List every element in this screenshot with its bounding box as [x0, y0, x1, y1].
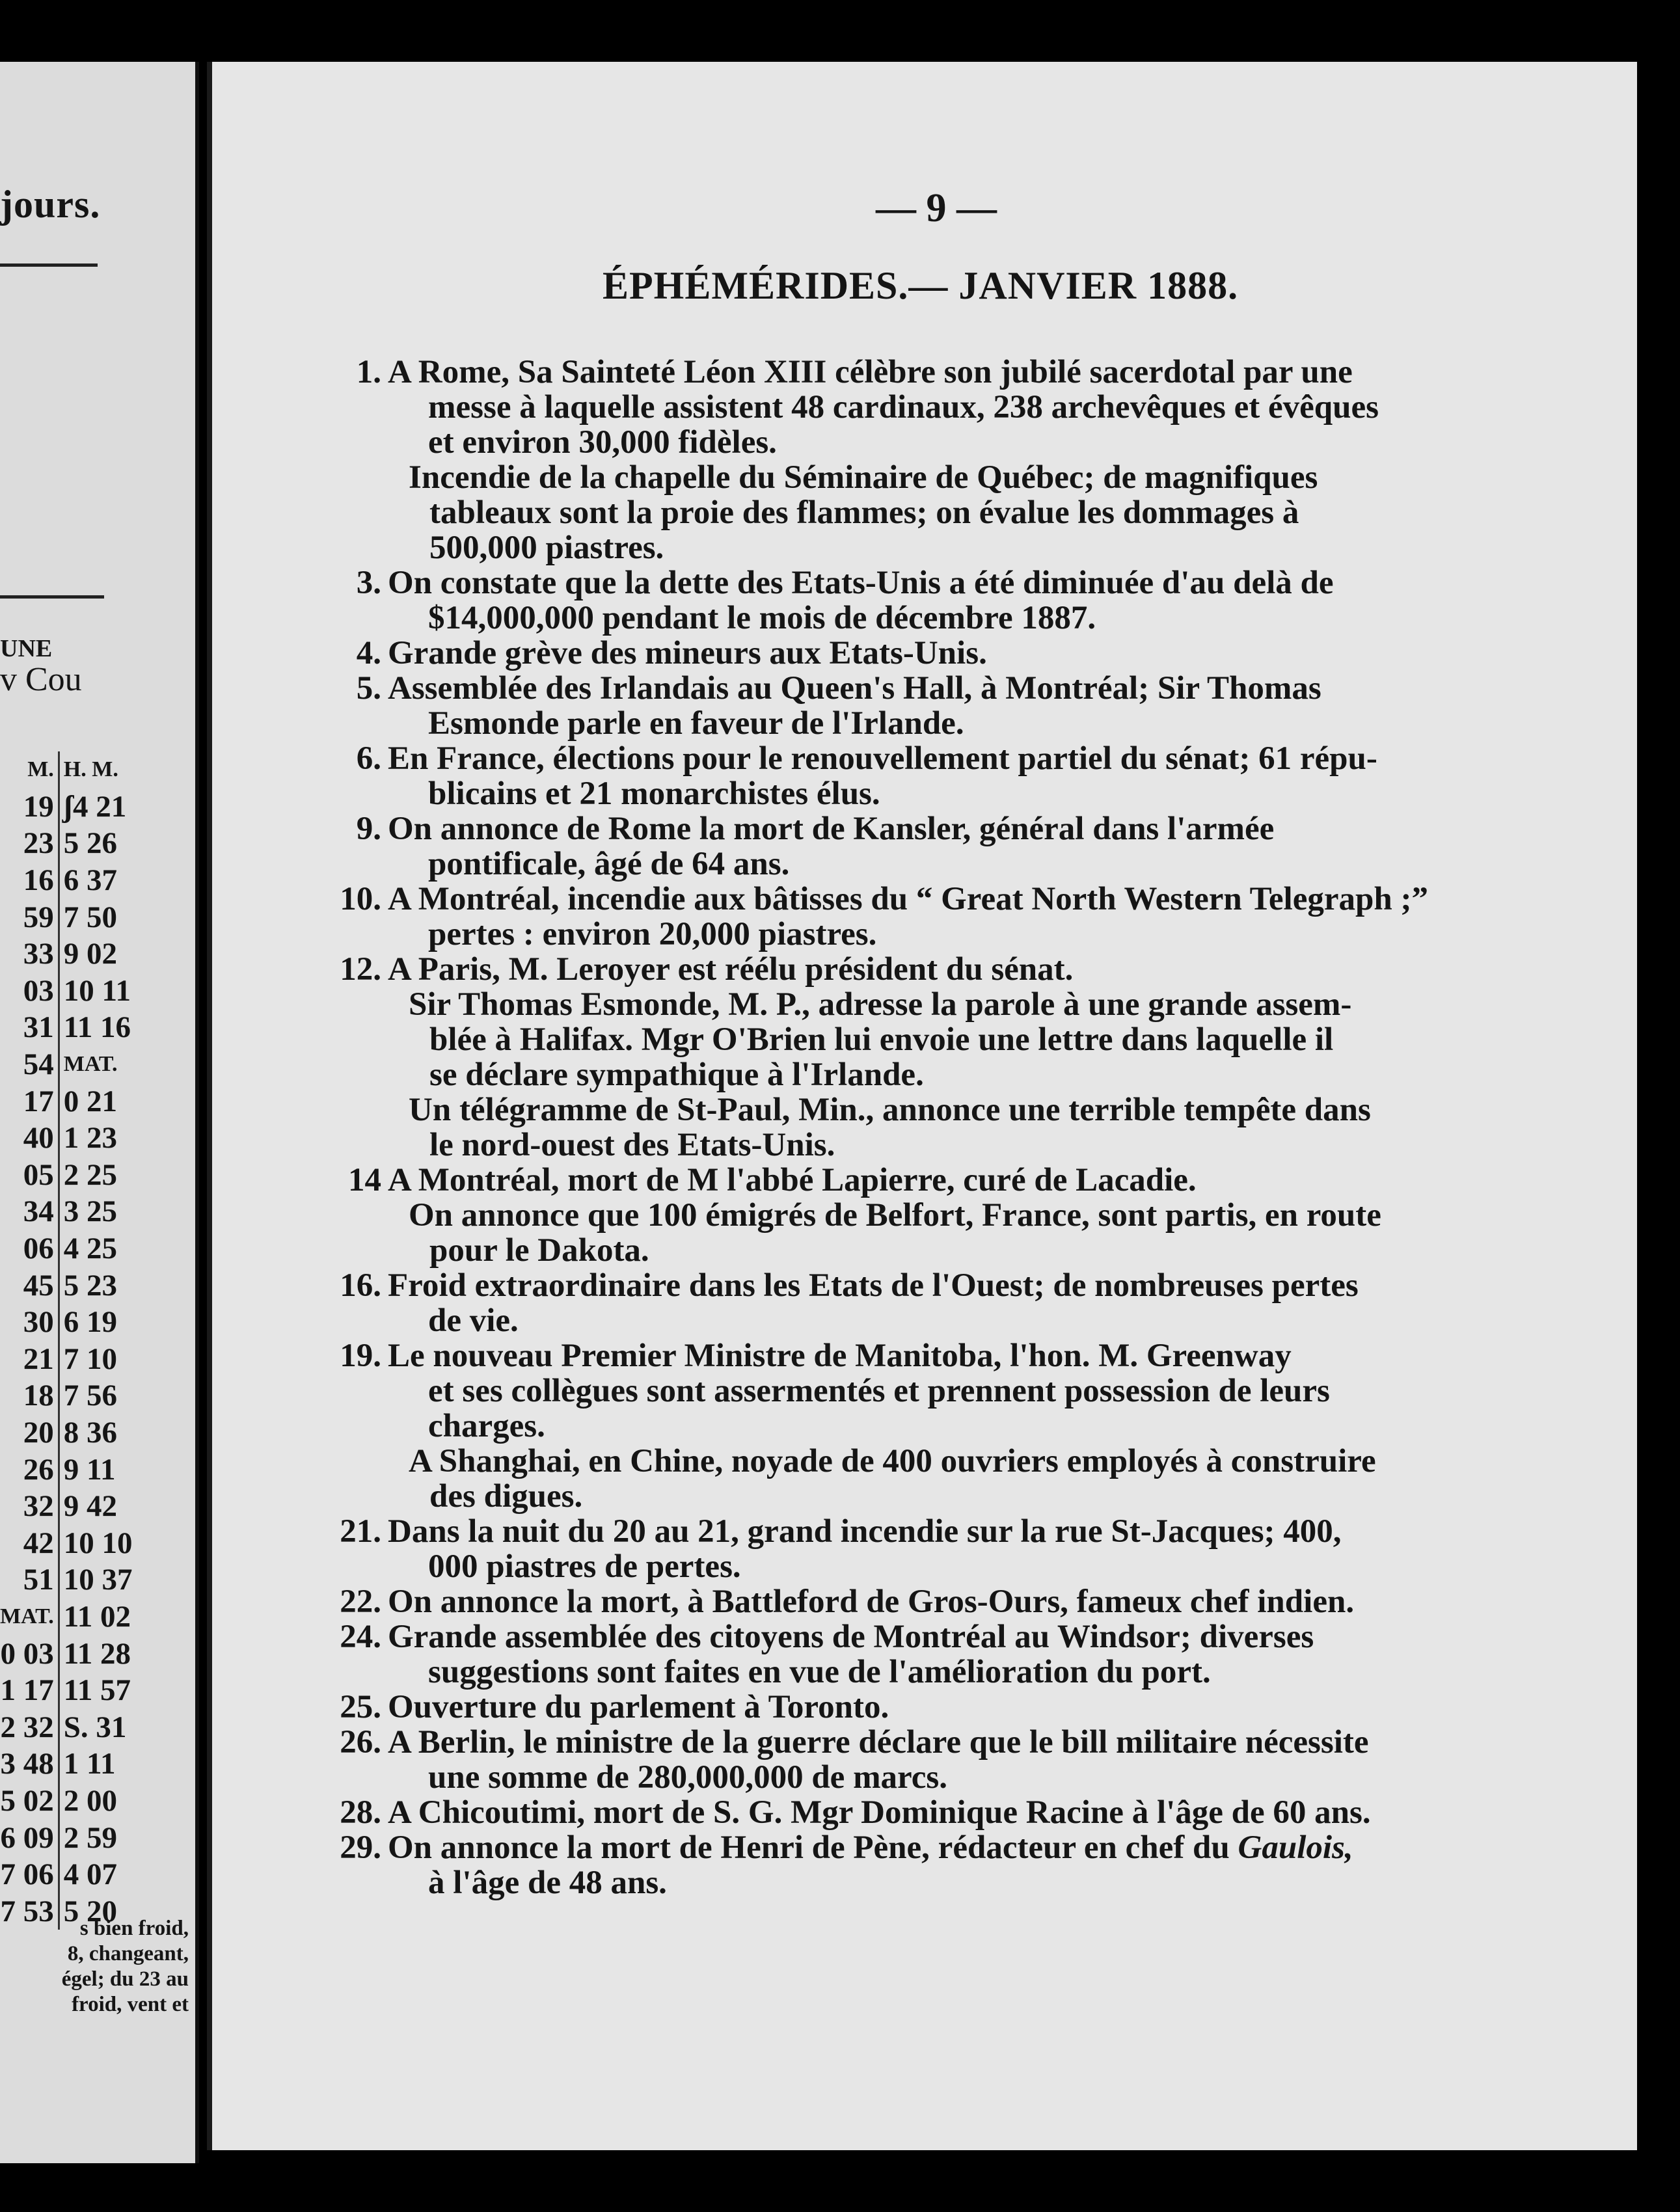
entry-line: Esmonde parle en faveur de l'Irlande. [428, 705, 964, 742]
entry-day-number: 22. [340, 1584, 381, 1620]
ephemeris-entry [290, 1092, 1539, 1163]
table-cell: 1 23 [63, 1121, 118, 1155]
table-row [0, 1414, 137, 1451]
ephemeris-entry [290, 1725, 1539, 1795]
entry-day-number: 10. [340, 881, 381, 917]
entry-line: messe à laquelle assistent 48 cardinaux, 238 archevêques et évêques [428, 389, 1379, 425]
table-cell: 7 06 [0, 1856, 59, 1893]
entry-day-number: 9. [356, 811, 381, 847]
table-row [0, 1598, 137, 1636]
table-row [0, 1524, 137, 1561]
entry-text [388, 1690, 1539, 1725]
table-cell: 6 09 [0, 1819, 59, 1856]
entry-line: et ses collègues sont assermentés et prennent possession de leurs [428, 1373, 1330, 1409]
divider [0, 263, 98, 267]
moon-column-subheading: v Cou [0, 661, 82, 698]
ephemeris-entry [290, 1338, 1539, 1444]
entry-line: Le nouveau Premier Ministre de Manitoba, l'hon. M. Greenway [388, 1338, 1292, 1374]
table-row [0, 898, 137, 936]
table-cell: 4 25 [63, 1232, 118, 1266]
table-row [0, 1708, 137, 1746]
entry-text [388, 811, 1539, 882]
table-cell: 03 [0, 973, 59, 1010]
entry-line: 500,000 piastres. [429, 530, 664, 566]
entry-line: $14,000,000 pendant le mois de décembre 1887. [428, 600, 1096, 636]
table-row [0, 1341, 137, 1378]
entry-text [388, 882, 1539, 952]
ephemeris-entry [290, 1690, 1539, 1725]
entry-text [388, 1514, 1539, 1584]
ephemeris-entry [290, 952, 1539, 987]
entry-line: On annonce de Rome la mort de Kansler, général dans l'armée [388, 811, 1275, 847]
table-row [0, 789, 137, 826]
entry-line: A Shanghai, en Chine, noyade de 400 ouvriers employés à construire [409, 1443, 1376, 1479]
table-cell: 33 [0, 936, 59, 973]
table-cell: MAT. [63, 1052, 118, 1077]
entry-day-number: 14 [348, 1162, 381, 1198]
moon-column-heading: UNE [0, 635, 53, 662]
entry-text [388, 1198, 1539, 1268]
entry-line: Un télégramme de St-Paul, Min., annonce une terrible tempête dans [409, 1092, 1371, 1128]
entry-day-number: 29. [340, 1829, 381, 1866]
entry-day-number: 24. [340, 1619, 381, 1655]
entry-line: blée à Halifax. Mgr O'Brien lui envoie une lettre dans laquelle il [429, 1021, 1334, 1058]
table-cell: 23 [0, 825, 59, 862]
entry-line: une somme de 280,000,000 de marcs. [428, 1759, 947, 1796]
table-cell: 5 26 [63, 826, 118, 861]
table-cell: 7 50 [63, 900, 118, 934]
entry-line: Grande grève des mineurs aux Etats-Unis. [388, 635, 987, 671]
table-cell: 26 [0, 1451, 59, 1488]
entry-text [388, 952, 1539, 987]
table-cell: 2 00 [63, 1783, 118, 1818]
entry-line: et environ 30,000 fidèles. [428, 424, 777, 461]
table-cell: 6 19 [63, 1305, 118, 1340]
entry-text [388, 1268, 1539, 1338]
entry-line: le nord-ouest des Etats-Unis. [429, 1127, 835, 1163]
table-cell: 3 48 [0, 1746, 59, 1783]
entry-text [388, 1444, 1539, 1514]
entry-day-number: 5. [356, 670, 381, 707]
table-row [0, 1488, 137, 1525]
table-cell: 18 [0, 1377, 59, 1414]
ephemeris-entry [290, 1163, 1539, 1198]
table-cell: 21 [0, 1341, 59, 1378]
entry-day-number: 25. [340, 1689, 381, 1725]
entry-day-number: 16. [340, 1267, 381, 1304]
table-row [0, 1451, 137, 1488]
table-row [0, 1783, 137, 1820]
table-header-row [0, 751, 137, 789]
entry-line: Grande assemblée des citoyens de Montréal au Windsor; diverses [388, 1619, 1314, 1655]
entry-line: A Montréal, mort de M l'abbé Lapierre, curé de Lacadie. [388, 1162, 1197, 1198]
entry-text [388, 1830, 1539, 1900]
table-row [0, 1046, 137, 1083]
table-cell: 06 [0, 1230, 59, 1267]
entry-line: On constate que la dette des Etats-Unis a été diminuée d'au delà de [388, 565, 1334, 601]
table-cell: S. 31 [63, 1710, 127, 1744]
ephemeris-entry [290, 1795, 1539, 1830]
table-cell: 3 25 [63, 1194, 118, 1229]
entry-line: En France, élections pour le renouvellement partiel du sénat; 61 répu- [388, 740, 1377, 777]
table-cell: 5 02 [0, 1783, 59, 1820]
entry-line: A Montréal, incendie aux bâtisses du “ Great North Western Telegraph ;” [388, 881, 1428, 917]
table-cell: 5 23 [63, 1268, 118, 1302]
entry-line: pertes : environ 20,000 piastres. [428, 916, 877, 952]
table-header-cell: M. [0, 751, 59, 789]
table-cell: 11 02 [63, 1599, 131, 1634]
entry-text [388, 1338, 1539, 1444]
entry-text [388, 460, 1539, 565]
page-title: ÉPHÉMÉRIDES.— JANVIER 1888. [603, 264, 1239, 307]
newspaper-name: Gaulois, [1238, 1829, 1353, 1866]
ephemeris-entry [290, 882, 1539, 952]
table-row [0, 1819, 137, 1856]
table-cell: 59 [0, 898, 59, 936]
table-row [0, 1672, 137, 1709]
table-cell: 7 56 [63, 1379, 118, 1413]
table-cell: 9 42 [63, 1489, 118, 1524]
table-cell: 7 53 [0, 1893, 59, 1930]
entry-line: Ouverture du parlement à Toronto. [388, 1689, 889, 1725]
entry-line: A Chicoutimi, mort de S. G. Mgr Dominique Racine à l'âge de 60 ans. [388, 1794, 1371, 1831]
entry-text [388, 1619, 1539, 1690]
ephemeris-entry [290, 1514, 1539, 1584]
entry-text [388, 987, 1539, 1092]
table-row [0, 1157, 137, 1194]
table-row [0, 1083, 137, 1120]
entry-line: A Rome, Sa Sainteté Léon XIII célèbre son jubilé sacerdotal par une [388, 354, 1353, 390]
weather-notes [0, 1916, 189, 2017]
entry-line: pontificale, âgé de 64 ans. [428, 846, 790, 882]
table-cell: 10 37 [63, 1563, 133, 1597]
table-cell: 54 [0, 1046, 59, 1083]
table-cell: 2 25 [63, 1157, 118, 1192]
table-cell: 8 36 [63, 1415, 118, 1450]
note-line: 8, changeant, [67, 1942, 189, 1965]
entry-text [388, 1092, 1539, 1163]
entry-line: à l'âge de 48 ans. [428, 1865, 667, 1901]
entry-text [388, 1163, 1539, 1198]
entry-day-number: 3. [356, 565, 381, 601]
table-cell: MAT. [0, 1598, 59, 1636]
table-cell: 10 11 [63, 973, 131, 1008]
ephemeris-entry [290, 460, 1539, 565]
table-cell: 42 [0, 1524, 59, 1561]
entry-day-number: 21. [340, 1513, 381, 1550]
entry-line: Incendie de la chapelle du Séminaire de Québec; de magnifiques [409, 459, 1318, 496]
entry-text [388, 636, 1539, 671]
table-cell: 11 16 [63, 1010, 131, 1045]
ephemeris-entry [290, 1584, 1539, 1619]
table-cell: 1 11 [63, 1747, 116, 1781]
table-cell: 32 [0, 1488, 59, 1525]
ephemeris-entry [290, 565, 1539, 636]
ephemeris-entry [290, 636, 1539, 671]
table-cell: 2 32 [0, 1708, 59, 1746]
table-row [0, 973, 137, 1010]
entry-line: suggestions sont faites en vue de l'amélioration du port. [428, 1654, 1211, 1690]
entry-line: pour le Dakota. [429, 1232, 649, 1269]
entry-text [388, 1795, 1539, 1830]
entry-line: On annonce que 100 émigrés de Belfort, France, sont partis, en route [409, 1197, 1381, 1234]
table-row [0, 1120, 137, 1157]
table-cell: 51 [0, 1561, 59, 1598]
ephemeris-entry [290, 355, 1539, 460]
ephemerides-list [290, 355, 1539, 1900]
table-cell: 9 11 [63, 1452, 116, 1487]
table-row [0, 1267, 137, 1304]
table-row [0, 1193, 137, 1230]
table-cell: 5 20 [63, 1894, 118, 1928]
table-cell: 4 07 [63, 1857, 118, 1892]
ephemeris-entry [290, 1198, 1539, 1268]
entry-day-number: 4. [356, 635, 381, 671]
ephemeris-entry [290, 1268, 1539, 1338]
table-cell: 9 02 [63, 937, 118, 971]
entry-day-number: 19. [340, 1338, 381, 1374]
table-cell: 0 03 [0, 1635, 59, 1672]
entry-day-number: 28. [340, 1794, 381, 1831]
page-number: — 9 — [876, 186, 997, 230]
table-cell: 0 21 [63, 1084, 118, 1118]
table-row [0, 825, 137, 862]
table-row [0, 936, 137, 973]
table-cell: 31 [0, 1009, 59, 1046]
ephemeris-entry [290, 741, 1539, 811]
table-cell: 1 17 [0, 1672, 59, 1709]
table-row [0, 1009, 137, 1046]
table-row [0, 1230, 137, 1267]
table-row [0, 862, 137, 899]
table-row [0, 1746, 137, 1783]
entry-day-number: 26. [340, 1724, 381, 1760]
entry-line: Froid extraordinaire dans les Etats de l'Ouest; de nombreuses pertes [388, 1267, 1359, 1304]
note-line: égel; du 23 au [61, 1967, 189, 1991]
entry-line: A Paris, M. Leroyer est réélu président du sénat. [388, 951, 1074, 988]
entry-text [388, 1584, 1539, 1619]
table-cell: ʃ4 21 [63, 789, 127, 824]
table-row [0, 1635, 137, 1672]
table-row [0, 1856, 137, 1893]
divider [0, 595, 104, 599]
entry-line: Dans la nuit du 20 au 21, grand incendie sur la rue St-Jacques; 400, [388, 1513, 1342, 1550]
note-line: froid, vent et [72, 1993, 189, 2016]
table-cell: 11 28 [63, 1636, 131, 1671]
ephemeris-entry [290, 671, 1539, 741]
entry-line: de vie. [428, 1302, 519, 1339]
entry-text [388, 1725, 1539, 1795]
table-cell: 05 [0, 1157, 59, 1194]
table-row [0, 1377, 137, 1414]
entry-day-number: 12. [340, 951, 381, 988]
ephemeris-entry [290, 1830, 1539, 1900]
table-row [0, 1561, 137, 1598]
entry-line: Assemblée des Irlandais au Queen's Hall, à Montréal; Sir Thomas [388, 670, 1321, 707]
ephemeris-entry [290, 987, 1539, 1092]
entry-line: On annonce la mort de Henri de Pène, rédacteur en chef du Gaulois, [388, 1829, 1353, 1866]
table-row [0, 1304, 137, 1341]
entry-text [388, 671, 1539, 741]
entry-line: tableaux sont la proie des flammes; on évalue les dommages à [429, 494, 1299, 531]
entry-line: se déclare sympathique à l'Irlande. [429, 1057, 924, 1093]
table-cell: 45 [0, 1267, 59, 1304]
table-cell: 20 [0, 1414, 59, 1451]
entry-day-number: 6. [356, 740, 381, 777]
table-cell: 16 [0, 862, 59, 899]
table-cell: 17 [0, 1083, 59, 1120]
table-cell: 7 10 [63, 1342, 118, 1376]
table-header-cell: H. M. [63, 757, 118, 782]
entry-line: charges. [428, 1408, 545, 1444]
entry-line: Sir Thomas Esmonde, M. P., adresse la parole à une grande assem- [409, 986, 1352, 1023]
table-cell: 10 10 [63, 1526, 133, 1560]
entry-line: On annonce la mort, à Battleford de Gros-Ours, fameux chef indien. [388, 1584, 1355, 1620]
ephemeris-entry [290, 1619, 1539, 1690]
entry-line: 000 piastres de pertes. [428, 1548, 741, 1585]
ephemeris-entry [290, 1444, 1539, 1514]
ephemeris-entry [290, 811, 1539, 882]
table-cell: 30 [0, 1304, 59, 1341]
entry-text [388, 741, 1539, 811]
entry-day-number: 1. [356, 354, 381, 390]
left-page-fragment [0, 62, 199, 2163]
note-line: s bien froid, [79, 1917, 189, 1940]
left-page-heading: jours. [0, 183, 101, 226]
entry-line: A Berlin, le ministre de la guerre déclare que le bill militaire nécessite [388, 1724, 1369, 1760]
moon-times-table [0, 751, 137, 1930]
ephemerides-page [207, 62, 1637, 2150]
table-cell: 2 59 [63, 1820, 118, 1855]
table-cell: 34 [0, 1193, 59, 1230]
table-cell: 40 [0, 1120, 59, 1157]
entry-text [388, 565, 1539, 636]
entry-line: des digues. [429, 1478, 583, 1515]
entry-text [388, 355, 1539, 460]
table-cell: 19 [0, 789, 59, 826]
entry-line: blicains et 21 monarchistes élus. [428, 776, 880, 812]
table-cell: 6 37 [63, 863, 118, 898]
table-cell: 11 57 [63, 1673, 131, 1708]
